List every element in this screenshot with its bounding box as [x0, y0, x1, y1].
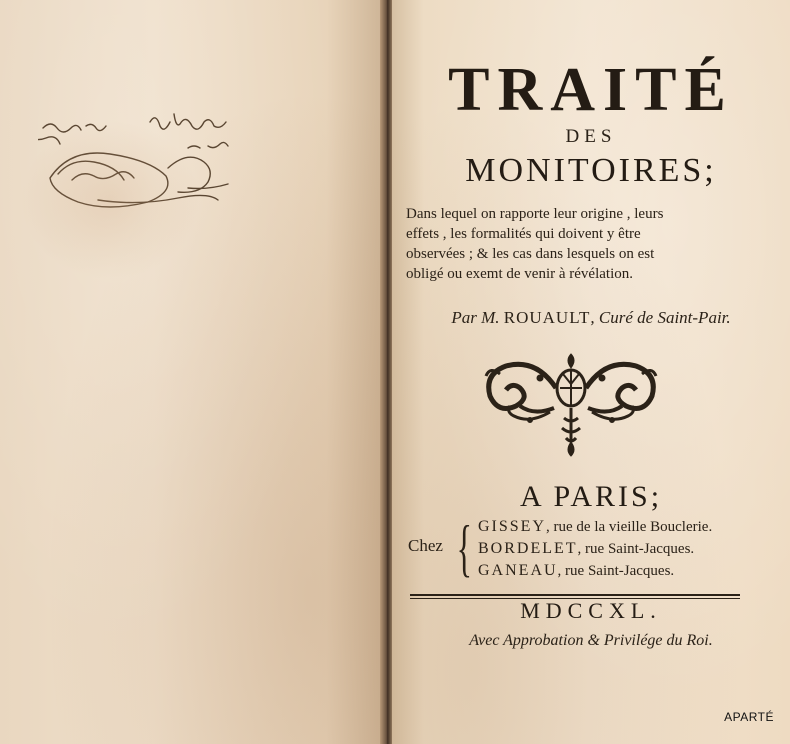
title-subject: MONITOIRES;	[465, 152, 717, 189]
author-suffix: , Curé de Saint-Pair.	[590, 308, 731, 327]
left-flyleaf-page	[0, 0, 384, 744]
title-page	[392, 0, 790, 744]
bookseller-line	[478, 538, 788, 560]
bookseller-list	[478, 516, 788, 582]
bookseller-name: BORDELET	[478, 540, 578, 557]
description	[406, 204, 778, 284]
brace-glyph: {	[456, 512, 473, 583]
privilege-line: Avec Approbation & Privilége du Roi.	[469, 632, 713, 649]
chez-label: Chez	[408, 536, 443, 555]
seller-watermark: APARTÉ	[724, 710, 774, 724]
place-of-publication: A PARIS;	[519, 480, 663, 513]
bookseller-name: GANEAU	[478, 562, 558, 579]
divider-rule	[410, 594, 740, 596]
description-line: obligé ou exemt de venir à révélation.	[406, 266, 633, 282]
description-line: effets , les formalités qui doivent y être	[406, 226, 641, 242]
author-name: ROUAULT	[503, 308, 591, 327]
printer-ornament	[480, 348, 662, 460]
description-line: observées ; & les cas dans lesquels on est	[406, 246, 655, 262]
bookseller-address: , rue Saint-Jacques.	[577, 541, 695, 557]
title-main: TRAITÉ	[448, 56, 734, 124]
bookseller-address: , rue de la vieille Bouclerie.	[546, 519, 713, 535]
description-line: Dans lequel on rapporte leur origine , leurs	[406, 206, 664, 222]
author-line	[392, 308, 790, 328]
publication-date: MDCCXL.	[520, 598, 662, 623]
author-prefix: Par M.	[451, 308, 500, 327]
bookseller-address: , rue Saint-Jacques.	[557, 563, 675, 579]
booksellers-block	[404, 512, 784, 586]
bookseller-line	[478, 516, 788, 538]
handwritten-inscription	[38, 108, 268, 228]
bookseller-line	[478, 560, 788, 582]
bookseller-name: GISSEY	[478, 518, 547, 535]
title-des: DES	[565, 126, 617, 147]
